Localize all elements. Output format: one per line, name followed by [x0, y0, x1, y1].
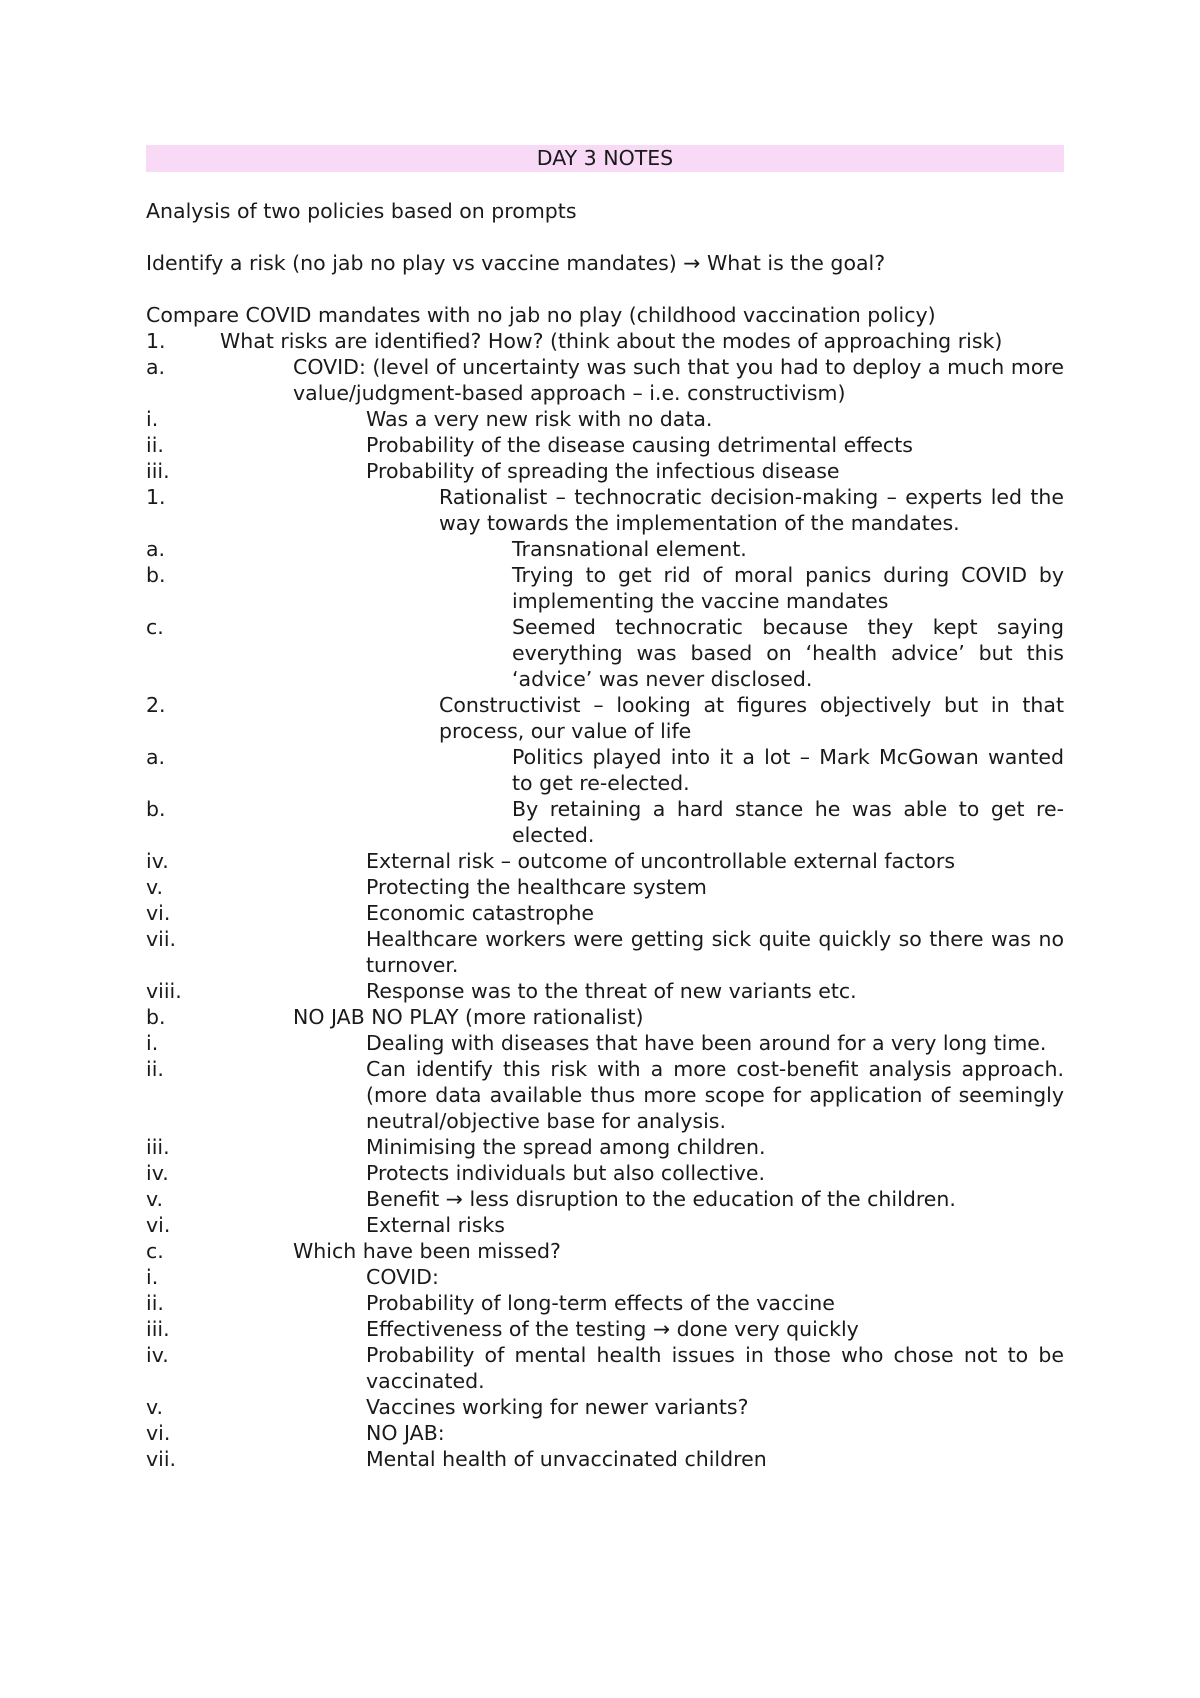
list-item: [146, 484, 1064, 536]
list-item-text: Politics played into it a lot – Mark McGowan wanted to get re-elected.: [512, 745, 1064, 795]
list-marker: v.: [146, 875, 164, 899]
list-item: [146, 1134, 1064, 1160]
list-item-text: Rationalist – technocratic decision-making – experts led the way towards the implementation of the mandates.: [439, 485, 1064, 535]
list-item-text: Healthcare workers were getting sick quite quickly so there was no turnover.: [366, 927, 1064, 977]
list-item-text: Probability of long-term effects of the vaccine: [366, 1291, 835, 1315]
list-item-text: COVID:: [366, 1265, 439, 1289]
list-item-text: NO JAB NO PLAY (more rationalist): [293, 1005, 644, 1029]
list-item: [146, 562, 1064, 614]
list-marker: a.: [146, 537, 166, 561]
list-item-text: Economic catastrophe: [366, 901, 595, 925]
list-item: [146, 1316, 1064, 1342]
list-marker: a.: [146, 355, 166, 379]
list-marker: iv.: [146, 1343, 169, 1367]
list-marker: vi.: [146, 1421, 171, 1445]
list-marker: b.: [146, 563, 166, 587]
list-item-text: Mental health of unvaccinated children: [366, 1447, 767, 1471]
document-body: [146, 145, 1064, 1472]
list-item-text: Protects individuals but also collective.: [366, 1161, 765, 1185]
risk-paragraph: Identify a risk (no jab no play vs vaccine mandates) → What is the goal?: [146, 251, 886, 275]
list-item: [146, 692, 1064, 744]
list-item: [146, 848, 1064, 874]
list-marker: i.: [146, 407, 159, 431]
list-item: [146, 1004, 1064, 1030]
list-item: [146, 1394, 1064, 1420]
list-marker: b.: [146, 1005, 166, 1029]
list-item: [146, 1186, 1064, 1212]
list-item-text: Transnational element.: [512, 537, 747, 561]
list-marker: 1.: [146, 329, 166, 353]
list-marker: 1.: [146, 485, 166, 509]
list-marker: iv.: [146, 849, 169, 873]
list-item-text: Constructivist – looking at figures objectively but in that process, our value of life: [439, 693, 1064, 743]
list-item-text: Which have been missed?: [293, 1239, 561, 1263]
list-item-text: Effectiveness of the testing → done very quickly: [366, 1317, 859, 1341]
list-item-text: Probability of spreading the infectious disease: [366, 459, 840, 483]
list-marker: vi.: [146, 901, 171, 925]
list-item: [146, 458, 1064, 484]
list-item: [146, 536, 1064, 562]
list-marker: ii.: [146, 1057, 164, 1081]
list-item: [146, 1212, 1064, 1238]
list-marker: vii.: [146, 1447, 177, 1471]
list-marker: vii.: [146, 927, 177, 951]
list-marker: c.: [146, 1239, 164, 1263]
list-item-text: Probability of mental health issues in those who chose not to be vaccinated.: [366, 1343, 1064, 1393]
list-item: [146, 354, 1064, 406]
list-marker: iii.: [146, 1135, 170, 1159]
list-marker: iv.: [146, 1161, 169, 1185]
list-marker: 2.: [146, 693, 166, 717]
list-item: [146, 978, 1064, 1004]
list-item: [146, 744, 1064, 796]
list-item: [146, 1342, 1064, 1394]
list-item-text: External risk – outcome of uncontrollable external factors: [366, 849, 956, 873]
list-item-text: Benefit → less disruption to the education of the children.: [366, 1187, 956, 1211]
list-marker: iii.: [146, 1317, 170, 1341]
list-item-text: Probability of the disease causing detrimental effects: [366, 433, 913, 457]
list-item-text: By retaining a hard stance he was able to get re-elected.: [512, 797, 1064, 847]
list-item: [146, 1420, 1064, 1446]
list-marker: ii.: [146, 433, 164, 457]
list-item: [146, 1030, 1064, 1056]
list-item-text: NO JAB:: [366, 1421, 445, 1445]
list-item: [146, 926, 1064, 978]
list-item: [146, 432, 1064, 458]
list-marker: a.: [146, 745, 166, 769]
list-item: [146, 1446, 1064, 1472]
list-item: [146, 614, 1064, 692]
list-item: [146, 1238, 1064, 1264]
list-marker: v.: [146, 1187, 164, 1211]
list-item-text: Dealing with diseases that have been around for a very long time.: [366, 1031, 1047, 1055]
list-item-text: Was a very new risk with no data.: [366, 407, 713, 431]
list-item-text: Minimising the spread among children.: [366, 1135, 766, 1159]
list-item-text: Trying to get rid of moral panics during COVID by implementing the vaccine mandates: [512, 563, 1064, 613]
list-item: [146, 328, 1064, 354]
list-item: [146, 900, 1064, 926]
list-marker: viii.: [146, 979, 182, 1003]
list-marker: ii.: [146, 1291, 164, 1315]
list-item-text: External risks: [366, 1213, 505, 1237]
list-item-text: Protecting the healthcare system: [366, 875, 707, 899]
intro-paragraph: Analysis of two policies based on prompts: [146, 199, 577, 223]
list-marker: b.: [146, 797, 166, 821]
list-item-text: Seemed technocratic because they kept saying everything was based on ‘health advice’ but this ‘advice’ was never disclosed.: [512, 615, 1064, 691]
list-item: [146, 1290, 1064, 1316]
list-marker: vi.: [146, 1213, 171, 1237]
list-item-text: Can identify this risk with a more cost-benefit analysis approach. (more data available thus more scope for application of seemingly neutral/objective base for analysis.: [366, 1057, 1064, 1133]
list-marker: i.: [146, 1031, 159, 1055]
outline-list: [146, 328, 1064, 1472]
list-marker: c.: [146, 615, 164, 639]
list-item-text: Vaccines working for newer variants?: [366, 1395, 749, 1419]
list-marker: i.: [146, 1265, 159, 1289]
list-item: [146, 874, 1064, 900]
list-item: [146, 1264, 1064, 1290]
list-item: [146, 1056, 1064, 1134]
list-marker: v.: [146, 1395, 164, 1419]
document-title: DAY 3 NOTES: [146, 145, 1064, 172]
list-item: [146, 796, 1064, 848]
compare-paragraph: Compare COVID mandates with no jab no play (childhood vaccination policy): [146, 303, 936, 327]
list-item: [146, 406, 1064, 432]
list-marker: iii.: [146, 459, 170, 483]
list-item-text: What risks are identified? How? (think about the modes of approaching risk): [220, 329, 1003, 353]
list-item-text: COVID: (level of uncertainty was such that you had to deploy a much more value/judgment-based approach – i.e. constructivism): [293, 355, 1064, 405]
list-item: [146, 1160, 1064, 1186]
list-item-text: Response was to the threat of new variants etc.: [366, 979, 857, 1003]
